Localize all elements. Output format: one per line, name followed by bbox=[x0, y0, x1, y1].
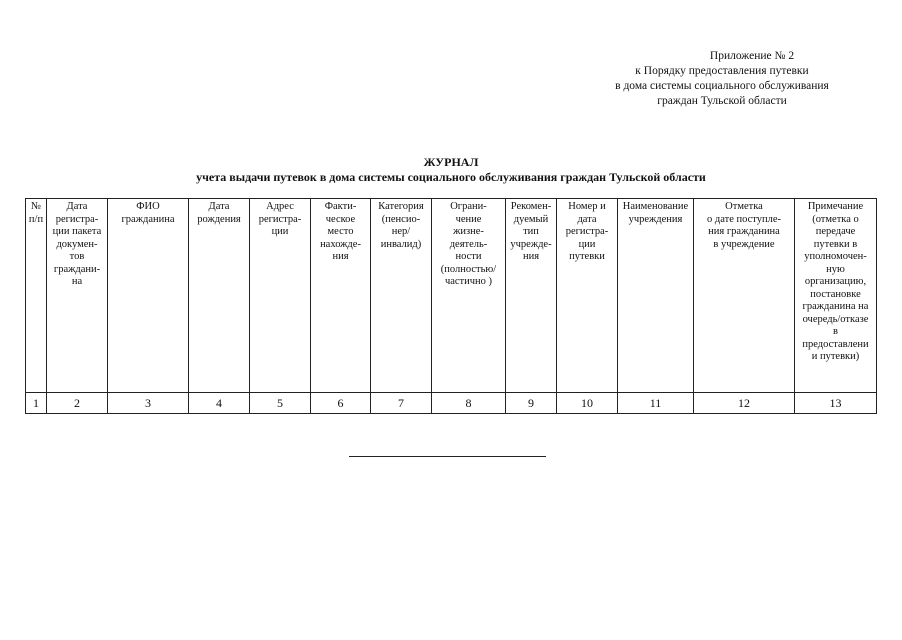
column-header: Факти- ческое место нахожде- ния bbox=[311, 199, 371, 393]
column-number-cell: 8 bbox=[432, 393, 506, 414]
column-number-cell: 4 bbox=[189, 393, 250, 414]
appendix-note bbox=[572, 49, 872, 109]
column-number-cell: 13 bbox=[795, 393, 877, 414]
column-number-cell: 5 bbox=[250, 393, 311, 414]
column-number-cell: 3 bbox=[108, 393, 189, 414]
column-header: Номер и дата регистра- ции путевки bbox=[557, 199, 618, 393]
column-header: Отметка о дате поступле- ния гражданина в учреждение bbox=[694, 199, 795, 393]
column-header: № п/п bbox=[26, 199, 47, 393]
column-header: Ограни- чение жизне- деятель- ности (полностью/ частично ) bbox=[432, 199, 506, 393]
column-header: Наименование учреждения bbox=[618, 199, 694, 393]
appendix-line: в дома системы социального обслуживания bbox=[615, 80, 829, 92]
column-header: Адрес регистра- ции bbox=[250, 199, 311, 393]
signature-line bbox=[349, 456, 546, 457]
journal-title-block bbox=[0, 155, 902, 185]
column-number-cell: 2 bbox=[47, 393, 108, 414]
column-number-cell: 1 bbox=[26, 393, 47, 414]
column-header: Примечание (отметка о передаче путевки в уполномочен- ную организацию, постановке гражданина на очередь/отказе в предоставлени и путевки) bbox=[795, 199, 877, 393]
appendix-line: граждан Тульской области bbox=[657, 95, 787, 107]
journal-table bbox=[25, 198, 877, 414]
column-number-cell: 10 bbox=[557, 393, 618, 414]
appendix-line: Приложение № 2 bbox=[709, 50, 795, 62]
column-number-cell: 7 bbox=[371, 393, 432, 414]
journal-title: ЖУРНАЛ bbox=[423, 155, 479, 169]
column-header: ФИО гражданина bbox=[108, 199, 189, 393]
column-header: Дата регистра- ции пакета докумен- тов граждани- на bbox=[47, 199, 108, 393]
table-number-row bbox=[26, 393, 877, 414]
column-number-cell: 9 bbox=[506, 393, 557, 414]
journal-subtitle: учета выдачи путевок в дома системы социального обслуживания граждан Тульской области bbox=[196, 170, 706, 184]
column-header: Рекомен- дуемый тип учрежде- ния bbox=[506, 199, 557, 393]
table-header-row bbox=[26, 199, 877, 393]
column-header: Дата рождения bbox=[189, 199, 250, 393]
column-number-cell: 6 bbox=[311, 393, 371, 414]
column-header: Категория (пенсио- нер/ инвалид) bbox=[371, 199, 432, 393]
column-number-cell: 11 bbox=[618, 393, 694, 414]
appendix-line: к Порядку предоставления путевки bbox=[635, 65, 809, 77]
column-number-cell: 12 bbox=[694, 393, 795, 414]
